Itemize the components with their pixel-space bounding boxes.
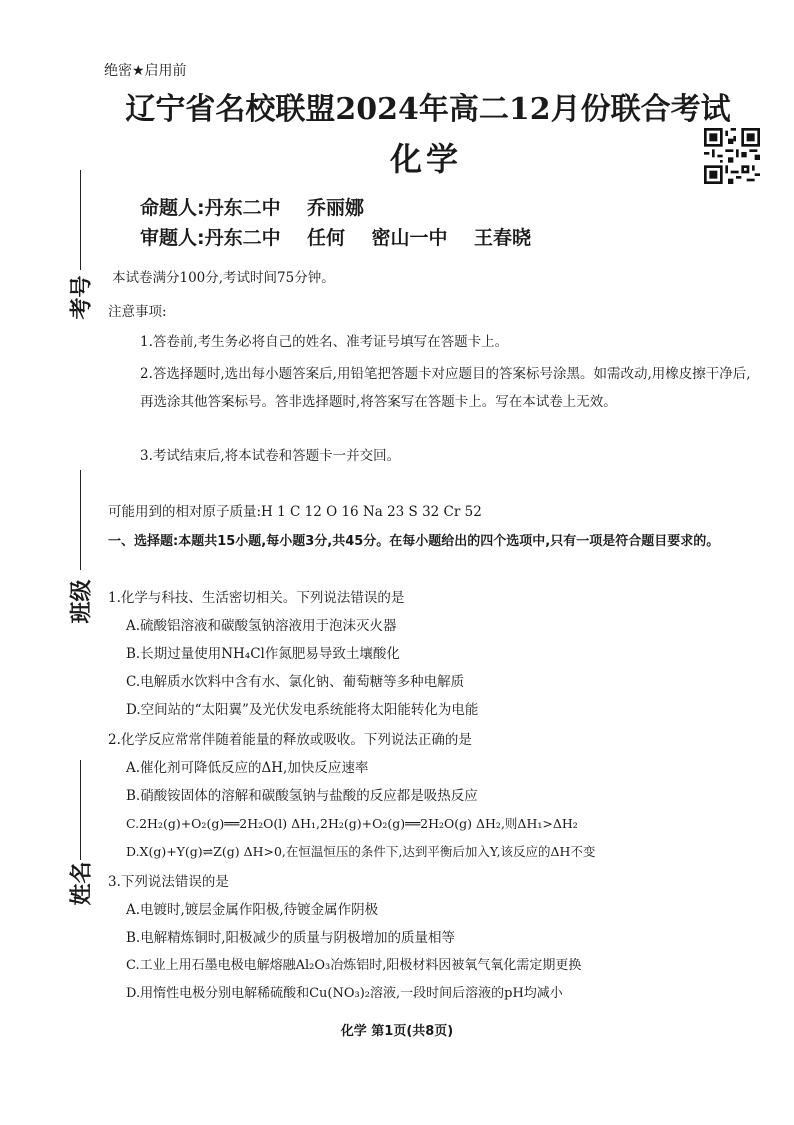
subject-title: 化学 [389,140,462,178]
name-label: 姓名 [69,861,95,906]
section-heading-text: 一、选择题:本题共15小题,每小题3分,共45分。在每小题给出的四个选项中,只有一项是符合题目要求的。 [108,534,720,549]
option: C.2H₂(g)+O₂(g)══2H₂O(l) ΔH₁,2H₂(g)+O₂(g)══2H₂O(g) ΔH₂,则ΔH₁>ΔH₂ [126,816,578,831]
option: C.电解质水饮料中含有水、氯化钠、葡萄糖等多种电解质 [126,674,465,690]
option: B.硝酸铵固体的溶解和碳酸氢钠与盐酸的反应都是吸热反应 [126,788,478,804]
option: B.长期过量使用NH₄Cl作氮肥易导致土壤酸化 [126,646,400,662]
class-line [80,470,81,570]
confidential-label: 绝密★启用前 [104,63,187,79]
option: A.催化剂可降低反应的ΔH,加快反应速率 [126,760,369,776]
exam-no-line [80,170,81,270]
instruction-item: 3.考试结束后,将本试卷和答题卡一并交回。 [140,448,401,464]
option: D.X(g)+Y(g)⇌Z(g) ΔH>0,在恒温恒压的条件下,达到平衡后加入Y,该反应的ΔH不变 [126,844,596,859]
section-heading [108,528,764,556]
option: B.电解精炼铜时,阳极减少的质量与阴极增加的质量相等 [126,930,456,946]
score-note: 本试卷满分100分,考试时间75分钟。 [112,270,335,286]
name-line [80,760,81,860]
question-stem: 2.化学反应常常伴随着能量的释放或吸收。下列说法正确的是 [108,732,472,748]
option: D.空间站的“太阳翼”及光伏发电系统能将太阳能转化为电能 [126,702,479,718]
option: A.硫酸铝溶液和碳酸氢钠溶液用于泡沫灭火器 [126,618,397,634]
page-footer: 化学 第1页(共8页) [340,1024,454,1039]
exam-no-label: 考号 [69,275,95,320]
setter-line: 命题人:丹东二中 乔丽娜 [140,197,365,219]
atomic-masses: 可能用到的相对原子质量:H 1 C 12 O 16 Na 23 S 32 Cr 52 [108,504,482,520]
instruction-item [140,360,762,416]
reviewer-line: 审题人:丹东二中 任何 密山一中 王春晓 [140,227,531,249]
option: A.电镀时,镀层金属作阳极,待镀金属作阴极 [126,902,379,918]
instruction-item-text: 2.答选择题时,选出每小题答案后,用铅笔把答题卡对应题目的答案标号涂黑。如需改动,用橡皮擦干净后,再选涂其他答案标号。答非选择题时,将答案写在答题卡上。写在本试卷上无效。 [140,366,751,410]
class-label: 班级 [69,579,95,624]
exam-title: 辽宁省名校联盟2024年高二12月份联合考试 [125,92,731,127]
qr-code-icon [704,128,760,184]
option: C.工业上用石墨电极电解熔融Al₂O₃冶炼铝时,阳极材料因被氧气氧化需定期更换 [126,958,582,973]
question-stem: 1.化学与科技、生活密切相关。下列说法错误的是 [108,590,405,606]
question-stem: 3.下列说法错误的是 [108,874,229,890]
instruction-item: 1.答卷前,考生务必将自己的姓名、准考证号填写在答题卡上。 [140,334,509,350]
option: D.用惰性电极分别电解稀硫酸和Cu(NO₃)₂溶液,一段时间后溶液的pH均减小 [126,986,563,1001]
instructions-title: 注意事项: [108,304,167,320]
